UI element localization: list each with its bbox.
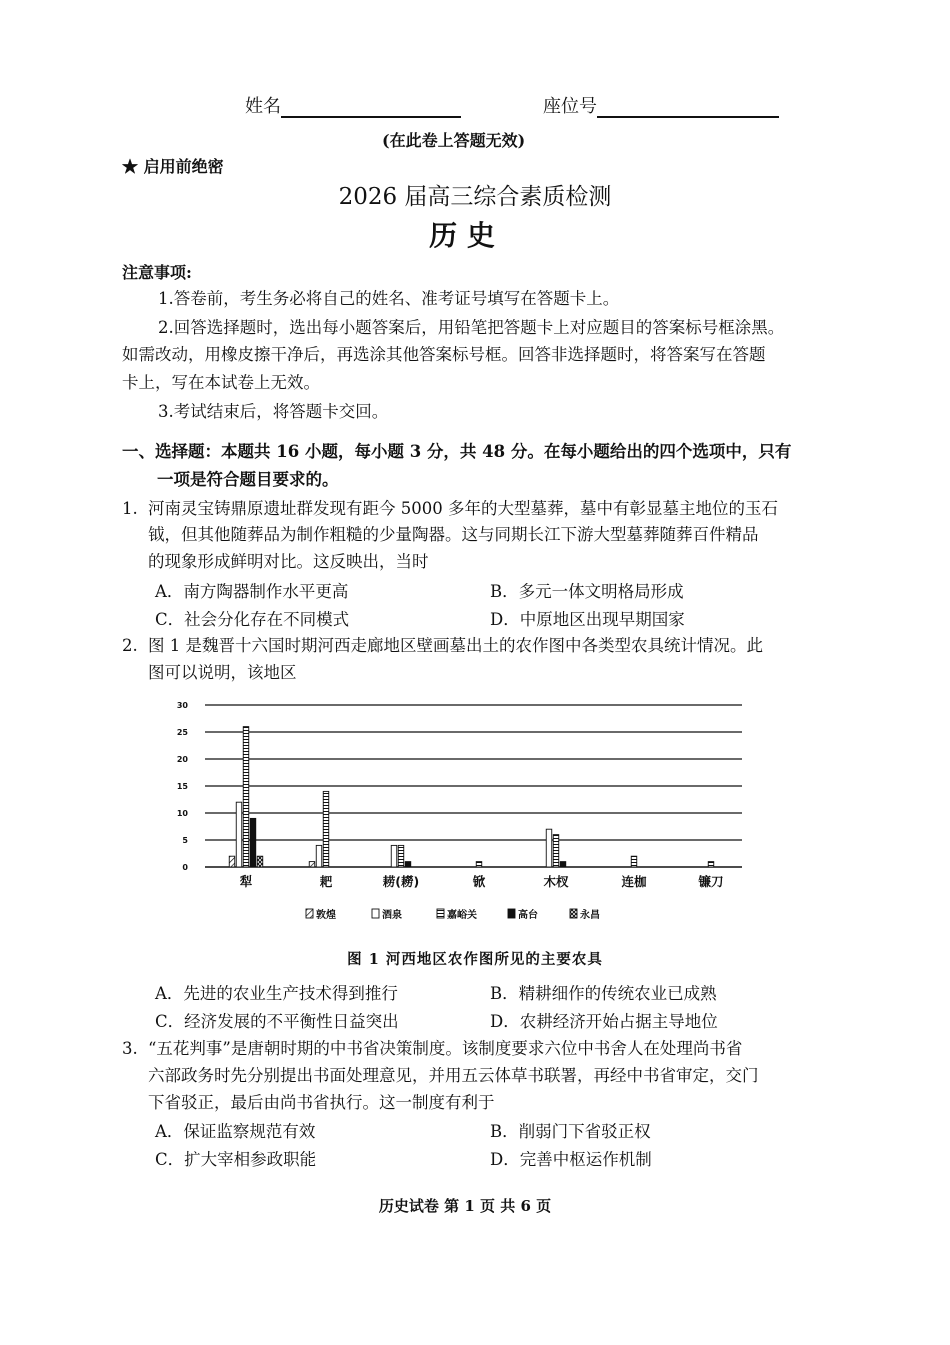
seat-label: 座位号 — [543, 96, 597, 117]
name-field — [245, 92, 461, 118]
bar-嘉峪关 — [631, 856, 637, 867]
legend-label: 嘉峪关 — [447, 910, 477, 921]
q2-option-a: A．先进的农业生产技术得到推行 — [155, 984, 398, 1003]
x-category-label: 木杈 — [543, 874, 569, 889]
bar-嘉峪关 — [398, 845, 404, 867]
q1-option-c: C．社会分化存在不同模式 — [155, 610, 350, 629]
bar-嘉峪关 — [708, 862, 714, 867]
q3-stem-line3: 下省驳正，最后由尚书省执行。这一制度有利于 — [148, 1093, 495, 1112]
notice-item-1: 1.答卷前，考生务必将自己的姓名、准考证号填写在答题卡上。 — [158, 289, 620, 308]
bar-酒泉 — [391, 845, 397, 867]
legend-label: 高台 — [518, 910, 538, 921]
bar-酒泉 — [236, 802, 242, 867]
y-tick-label: 30 — [176, 701, 188, 710]
invalid-note: (在此卷上答题无效) — [382, 131, 526, 150]
notice-item-2-line3: 卡上，写在本试卷上无效。 — [122, 373, 320, 392]
q1-stem-line3: 的现象形成鲜明对比。这反映出，当时 — [148, 552, 429, 571]
bar-嘉峪关 — [323, 791, 329, 867]
bar-嘉峪关 — [553, 835, 559, 867]
q3-option-a: A．保证监察规范有效 — [155, 1122, 316, 1141]
bar-高台 — [250, 818, 256, 867]
legend-swatch — [570, 909, 577, 918]
bar-高台 — [560, 862, 566, 867]
q2-number: 2. — [122, 636, 138, 655]
secret-mark: ★ 启用前绝密 — [122, 157, 224, 176]
x-category-label: 犁 — [239, 874, 253, 889]
page-footer: 历史试卷 第 1 页 共 6 页 — [378, 1197, 552, 1215]
bar-酒泉 — [316, 845, 322, 867]
y-tick-label: 20 — [176, 755, 188, 764]
legend-label: 敦煌 — [316, 910, 336, 921]
legend-swatch — [437, 909, 444, 918]
q1-stem-line1: 河南灵宝铸鼎原遗址群发现有距今 5000 多年的大型墓葬，墓中有彰显墓主地位的玉石 — [148, 499, 778, 518]
seat-blank-line — [597, 98, 779, 118]
q2-stem-line1: 图 1 是魏晋十六国时期河西走廊地区壁画墓出土的农作图中各类型农具统计情况。此 — [148, 636, 763, 655]
x-category-label: 耙 — [319, 874, 333, 889]
q1-option-d: D．中原地区出现早期国家 — [490, 610, 685, 629]
x-category-label: 镰刀 — [698, 874, 724, 889]
y-tick-label: 10 — [176, 809, 188, 818]
x-category-label: 连枷 — [621, 874, 647, 889]
q2-option-b: B．精耕细作的传统农业已成熟 — [490, 984, 717, 1003]
q1-stem-line2: 钺，但其他随葬品为制作粗糙的少量陶器。这与同期长江下游大型墓葬随葬百件精品 — [148, 525, 759, 544]
exam-title: 2026 届高三综合素质检测 — [338, 184, 612, 210]
legend-label: 永昌 — [580, 910, 600, 921]
q2-stem-line2: 图可以说明，该地区 — [148, 663, 297, 682]
x-category-label: 锨 — [472, 874, 486, 889]
bar-酒泉 — [546, 829, 552, 867]
bar-敦煌 — [309, 862, 315, 867]
name-label: 姓名 — [245, 96, 281, 117]
q2-option-c: C．经济发展的不平衡性日益突出 — [155, 1012, 399, 1031]
legend-swatch — [508, 909, 515, 918]
subject-title: 历 史 — [429, 219, 495, 252]
farm-tools-bar-chart — [0, 690, 950, 935]
bar-嘉峪关 — [476, 862, 482, 867]
y-tick-label: 25 — [176, 728, 188, 737]
notice-item-2-line2: 如需改动，用橡皮擦干净后，再选涂其他答案标号框。回答非选择题时，将答案写在答题 — [122, 345, 766, 364]
name-blank-line — [281, 98, 461, 118]
chart-caption: 图 1 河西地区农作图所见的主要农具 — [347, 951, 603, 968]
q3-number: 3. — [122, 1039, 138, 1058]
bar-嘉峪关 — [243, 727, 249, 867]
q3-option-b: B．削弱门下省驳正权 — [490, 1122, 651, 1141]
legend-label: 酒泉 — [382, 910, 402, 921]
bar-永昌 — [257, 856, 263, 867]
y-tick-label: 15 — [176, 782, 188, 791]
bar-高台 — [405, 862, 411, 867]
q1-option-a: A．南方陶器制作水平更高 — [155, 582, 349, 601]
legend-swatch — [306, 909, 313, 918]
q3-stem-line1: “五花判事”是唐朝时期的中书省决策制度。该制度要求六位中书舍人在处理尚书省 — [148, 1039, 743, 1058]
notice-item-3: 3.考试结束后，将答题卡交回。 — [158, 402, 389, 421]
q3-stem-line2: 六部政务时先分别提出书面处理意见，并用五云体草书联署，再经中书省审定，交门 — [148, 1066, 759, 1085]
q3-option-c: C．扩大宰相参政职能 — [155, 1150, 317, 1169]
notice-item-2-line1: 2.回答选择题时，选出每小题答案后，用铅笔把答题卡上对应题目的答案标号框涂黑。 — [158, 318, 785, 337]
notice-title: 注意事项: — [122, 263, 192, 282]
legend-swatch — [372, 909, 379, 918]
section1-line2: 一项是符合题目要求的。 — [157, 470, 339, 489]
seat-field — [543, 92, 779, 118]
section1-line1: 一、选择题：本题共 16 小题，每小题 3 分，共 48 分。在每小题给出的四个选项中，只有 — [122, 442, 792, 461]
q2-option-d: D．农耕经济开始占据主导地位 — [490, 1012, 718, 1031]
q3-option-d: D．完善中枢运作机制 — [490, 1150, 652, 1169]
q1-option-b: B．多元一体文明格局形成 — [490, 582, 684, 601]
q1-number: 1. — [122, 499, 138, 518]
bar-敦煌 — [229, 856, 235, 867]
x-category-label: 耢(耮) — [382, 874, 420, 889]
y-tick-label: 0 — [182, 863, 188, 872]
y-tick-label: 5 — [182, 836, 188, 845]
